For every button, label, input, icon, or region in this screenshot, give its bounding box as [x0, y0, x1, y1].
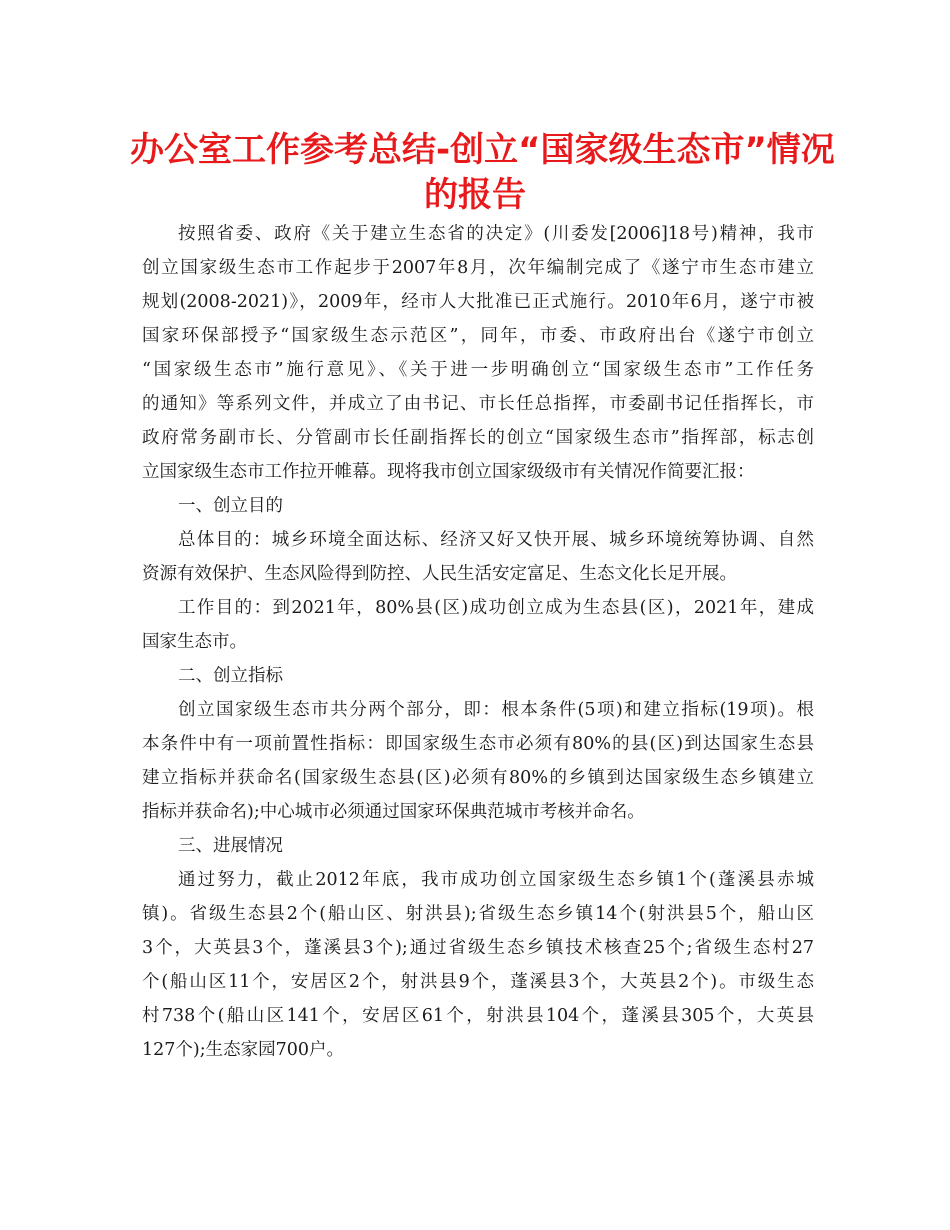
paragraph-line: 总体目的：城乡环境全面达标、经济又好又快开展、城乡环境统筹协调、自然 [178, 530, 814, 550]
paragraph-line: 资源有效保护、生态风险得到防控、人民生活安定富足、生态文化长足开展。 [142, 564, 737, 584]
paragraph-line: 指标并获命名);中心城市必须通过国家环保典范城市考核并命名。 [142, 802, 645, 822]
paragraph-line: 村738个(船山区141个，安居区61个，射洪县104个，蓬溪县305个，大英县 [142, 1006, 814, 1026]
paragraph-line: 本条件中有一项前置性指标：即国家级生态市必须有80%的县(区)到达国家生态县 [142, 734, 814, 754]
paragraph-line: 通过努力，截止2012年底，我市成功创立国家级生态乡镇1个(蓬溪县赤城 [178, 870, 814, 890]
paragraph-line: 规划(2008-2021)》，2009年，经市人大批准已正式施行。2010年6月，遂宁市被 [142, 292, 814, 312]
paragraph-line: 创立国家级生态市共分两个部分，即：根本条件(5项)和建立指标(19项)。根 [178, 700, 814, 720]
paragraph-line: 镇)。省级生态县2个(船山区、射洪县);省级生态乡镇14个(射洪县5个，船山区 [142, 904, 814, 924]
paragraph-line: 创立国家级生态市工作起步于2007年8月，次年编制完成了《遂宁市生态市建立 [142, 258, 814, 278]
paragraph-line: 个(船山区11个，安居区2个，射洪县9个，蓬溪县3个，大英县2个)。市级生态 [142, 972, 814, 992]
section-heading: 三、进展情况 [178, 836, 283, 856]
paragraph-line: 立国家级生态市工作拉开帷幕。现将我市创立国家级级市有关情况作简要汇报： [142, 462, 755, 482]
paragraph-line: 国家环保部授予“国家级生态示范区”，同年，市委、市政府出台《遂宁市创立 [142, 326, 814, 346]
paragraph-line: 127个);生态家园700户。 [142, 1040, 345, 1060]
paragraph-line: 3个，大英县3个，蓬溪县3个);通过省级生态乡镇技术核查25个;省级生态村27 [142, 938, 814, 958]
document-title-line-2: 的报告 [424, 175, 526, 215]
paragraph-line: “国家级生态市”施行意见》、《关于进一步明确创立“国家级生态市”工作任务 [142, 360, 814, 380]
paragraph-line: 政府常务副市长、分管副市长任副指挥长的创立“国家级生态市”指挥部，标志创 [142, 428, 814, 448]
paragraph-line: 的通知》等系列文件，并成立了由书记、市长任总指挥，市委副书记任指挥长，市 [142, 394, 814, 414]
section-heading: 一、创立目的 [178, 496, 283, 516]
paragraph-line: 国家生态市。 [142, 632, 247, 652]
section-heading: 二、创立指标 [178, 666, 283, 686]
paragraph-line: 工作目的：到2021年，80%县(区)成功创立成为生态县(区)，2021年，建成 [178, 598, 814, 618]
paragraph-line: 建立指标并获命名(国家级生态县(区)必须有80%的乡镇到达国家级生态乡镇建立 [142, 768, 814, 788]
paragraph-line: 按照省委、政府《关于建立生态省的决定》(川委发[2006]18号)精神，我市 [178, 224, 814, 244]
document-title-line-1: 办公室工作参考总结-创立“国家级生态市”情况 [130, 130, 835, 170]
document-body [142, 217, 814, 1067]
